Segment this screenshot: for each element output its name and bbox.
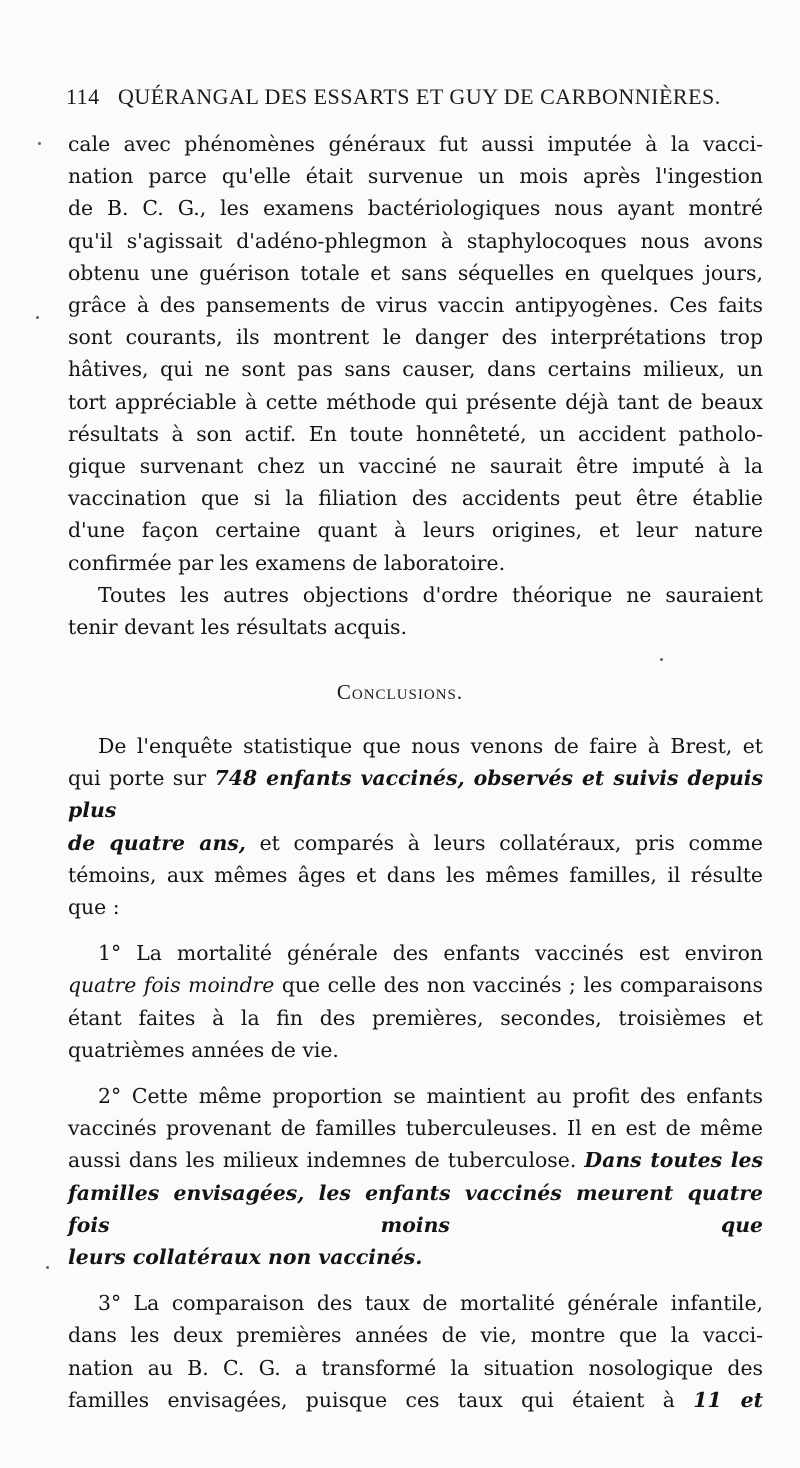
text-line: gique survenant chez un vacciné ne saurait être imputé à la [68, 454, 763, 479]
italic-run: 748 enfants vaccinés, observés et suivis depuis plus [68, 766, 763, 823]
text-line: tenir devant les résultats acquis. [68, 615, 407, 640]
text-line: nation au B. C. G. a transformé la situation nosologique des [68, 1355, 763, 1380]
text-run: et comparés à leurs collatéraux, pris comme [245, 830, 763, 855]
text-line: 2° Cette même proportion se maintient au profit des enfants [98, 1084, 763, 1109]
text-line: hâtives, qui ne sont pas sans causer, dans certains milieux, un [68, 357, 763, 382]
text-line: vaccination que si la filiation des accidents peut être établie [68, 486, 763, 511]
text-line [68, 1177, 763, 1241]
text-line: dans les deux premières années de vie, montre que la vacci- [68, 1323, 763, 1348]
text-line: vaccinés provenant de familles tuberculeuses. Il en est de même [68, 1116, 763, 1141]
text-line [68, 969, 763, 1001]
text-line: étant faites à la fin des premières, secondes, troisièmes et [68, 1005, 763, 1030]
italic-run: 11 et [693, 1387, 763, 1412]
text-line [68, 827, 763, 859]
text-line [68, 1384, 763, 1416]
margin-speck [46, 1266, 49, 1269]
text-line: grâce à des pansements de virus vaccin antipyogènes. Ces faits [68, 293, 763, 318]
text-line: 1° La mortalité générale des enfants vaccinés est environ [98, 941, 763, 966]
italic-run: de quatre ans, [68, 830, 246, 855]
text-line [68, 1144, 763, 1176]
text-line: résultats à son actif. En toute honnêteté, un accident patholo- [68, 421, 763, 446]
text-line: de B. C. G., les examens bactériologiques nous ayant montré [68, 196, 763, 221]
text-line: témoins, aux mêmes âges et dans les mêmes familles, il résulte [68, 862, 763, 887]
page-number: 114 [66, 84, 100, 109]
margin-speck [38, 142, 41, 145]
italic-run: leurs collatéraux non vaccinés. [68, 1245, 423, 1270]
italic-run: familles envisagées, les enfants vaccinés meurent quatre fois moins que [68, 1180, 763, 1237]
text-line: quatrièmes années de vie. [68, 1037, 339, 1062]
text-line: nation parce qu'elle était survenue un mois après l'ingestion [68, 164, 763, 189]
text-line: cale avec phénomènes généraux fut aussi imputée à la vacci- [68, 132, 763, 156]
italic-run: Dans toutes les [584, 1148, 763, 1173]
margin-speck [660, 658, 663, 661]
text-line: sont courants, ils montrent le danger des interprétations trop [68, 325, 763, 350]
section-heading: Conclusions. [336, 680, 464, 704]
text-line: qu'il s'agissait d'adéno-phlegmon à staphylocoques nous avons [68, 228, 763, 253]
text-line: 3° La comparaison des taux de mortalité générale infantile, [98, 1291, 763, 1316]
text-line: Toutes les autres objections d'ordre théorique ne sauraient [98, 582, 763, 607]
margin-speck [36, 316, 39, 319]
text-line: que : [68, 895, 120, 920]
text-line [68, 762, 763, 826]
text-run: familles envisagées, puisque ces taux qui étaient à [68, 1387, 694, 1412]
italic-run: quatre fois moindre [68, 973, 275, 998]
text-line: obtenu une guérison totale et sans séquelles en quelques jours, [68, 260, 763, 285]
text-run: que celle des non vaccinés ; les comparaisons [274, 973, 763, 998]
text-line: confirmée par les examens de laboratoire. [68, 550, 506, 575]
text-run: qui porte sur [68, 766, 215, 791]
running-title: QUÉRANGAL DES ESSARTS ET GUY DE CARBONNIÈRES. [118, 84, 721, 109]
text-line [68, 1241, 763, 1273]
text-line: tort appréciable à cette méthode qui présente déjà tant de beaux [68, 389, 763, 414]
body-text-top [68, 128, 763, 643]
text-line: De l'enquête statistique que nous venons de faire à Brest, et [98, 734, 763, 758]
text-line: d'une façon certaine quant à leurs origines, et leur nature [68, 518, 763, 543]
text-run: aussi dans les milieux indemnes de tuberculose. [68, 1148, 585, 1173]
body-text-conclusions [68, 730, 763, 1416]
running-header [66, 84, 721, 110]
